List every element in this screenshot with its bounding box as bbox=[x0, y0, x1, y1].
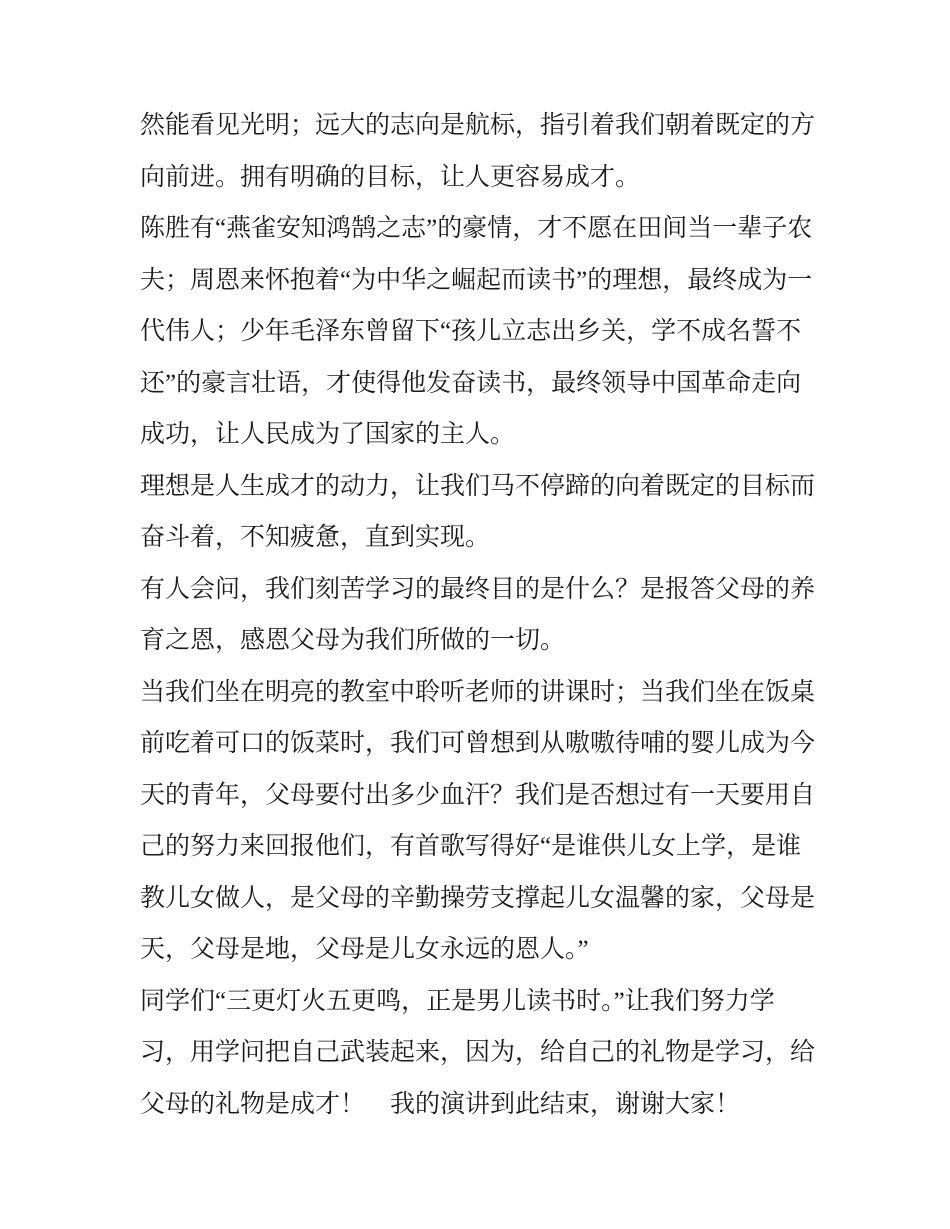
text-line: 己的努力来回报他们，有首歌写得好“是谁供儿女上学，是谁 bbox=[140, 833, 802, 860]
text-line: 夫；周恩来怀抱着“为中华之崛起而读书”的理想，最终成为一 bbox=[140, 266, 813, 294]
text-line: 天，父母是地，父母是儿女永远的恩人。” bbox=[140, 936, 589, 963]
text-line: 还”的豪言壮语，才使得他发奋读书，最终领导中国革命走向 bbox=[140, 369, 802, 397]
text-line: 育之恩，感恩父母为我们所做的一切。 bbox=[140, 627, 566, 654]
text-line: 有人会问，我们刻苦学习的最终目的是什么？是报答父母的养 bbox=[140, 575, 816, 603]
text-line: 前吃着可口的饭菜时，我们可曾想到从嗷嗷待哺的婴儿成为今 bbox=[140, 730, 816, 757]
document-body bbox=[140, 100, 820, 1130]
text-line: 同学们“三更灯火五更鸣，正是男儿读书时。”让我们努力学 bbox=[140, 987, 775, 1015]
text-line: 成功，让人民成为了国家的主人。 bbox=[140, 421, 516, 448]
text-line: 陈胜有“燕雀安知鸿鹄之志”的豪情，才不愿在田间当一辈子农 bbox=[140, 215, 813, 242]
text-line: 奋斗着，不知疲惫，直到实现。 bbox=[140, 524, 491, 551]
text-line: 天的青年，父母要付出多少血汗？我们是否想过有一天要用自 bbox=[140, 781, 816, 809]
text-line: 习，用学问把自己武装起来，因为，给自己的礼物是学习，给 bbox=[140, 1039, 816, 1066]
text-line: 然能看见光明；远大的志向是航标，指引着我们朝着既定的方 bbox=[140, 112, 816, 139]
text-line: 向前进。拥有明确的目标，让人更容易成才。 bbox=[140, 163, 641, 191]
text-line: 教儿女做人，是父母的辛勤操劳支撑起儿女温馨的家，父母是 bbox=[140, 884, 816, 912]
text-line: 理想是人生成才的动力，让我们马不停蹄的向着既定的目标而 bbox=[140, 472, 816, 500]
text-line: 代伟人；少年毛泽东曾留下“孩儿立志出乡关，学不成名誓不 bbox=[140, 318, 802, 345]
text-line: 父母的礼物是成才！ 我的演讲到此结束，谢谢大家！ bbox=[140, 1090, 741, 1118]
text-line: 当我们坐在明亮的教室中聆听老师的讲课时；当我们坐在饭桌 bbox=[140, 678, 816, 706]
